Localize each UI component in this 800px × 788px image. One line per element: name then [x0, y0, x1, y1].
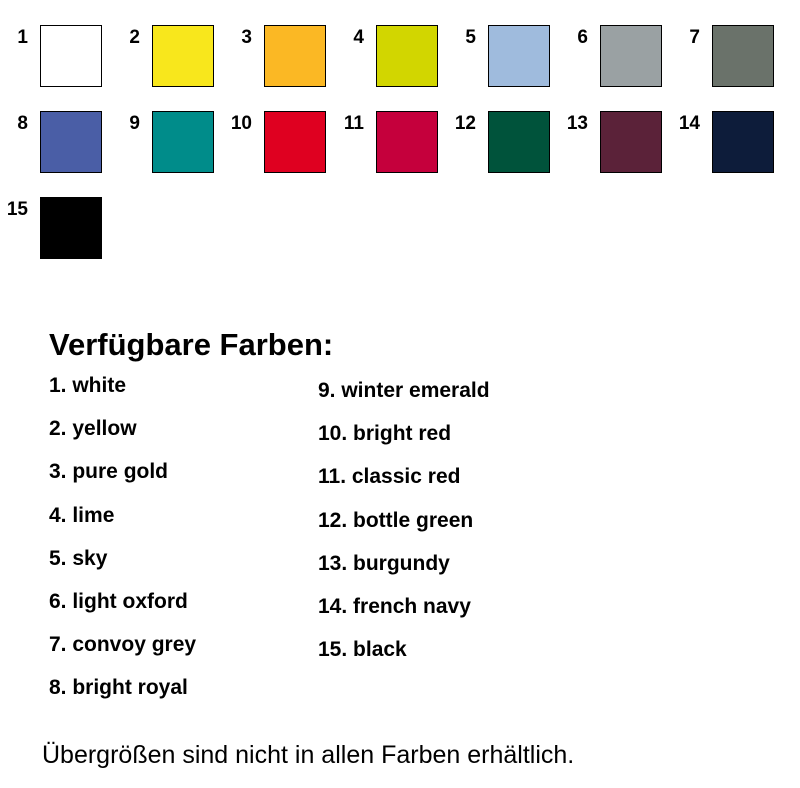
swatch-box	[152, 111, 214, 173]
swatch-box	[712, 25, 774, 87]
swatch-number: 15	[6, 199, 28, 220]
swatch-number: 5	[465, 27, 476, 48]
swatch-box	[264, 111, 326, 173]
color-list-item: 1. white	[49, 374, 127, 397]
swatch-number: 12	[454, 113, 476, 134]
color-swatch	[438, 111, 550, 175]
color-swatch	[662, 25, 774, 89]
swatch-box	[600, 25, 662, 87]
swatch-number: 8	[17, 113, 28, 134]
swatch-number: 4	[353, 27, 364, 48]
color-swatch	[438, 25, 550, 89]
swatch-number: 10	[230, 113, 252, 134]
color-swatch	[0, 111, 102, 175]
color-list-item: 7. convoy grey	[49, 633, 197, 657]
availability-note: Übergrößen sind nicht in allen Farben erhältlich.	[42, 741, 575, 769]
swatch-box	[488, 25, 550, 87]
color-list-item: 4. lime	[49, 503, 115, 527]
color-swatch	[662, 111, 774, 175]
color-list-item: 12. bottle green	[318, 508, 474, 532]
swatch-box	[376, 25, 438, 87]
color-swatch	[102, 25, 214, 89]
color-list-item: 10. bright red	[318, 422, 452, 446]
swatch-box	[40, 111, 102, 173]
color-list-right	[318, 377, 490, 679]
swatch-box	[488, 111, 550, 173]
swatch-box	[152, 25, 214, 87]
swatch-number: 3	[241, 27, 252, 48]
color-list-item: 13. burgundy	[318, 551, 450, 575]
color-swatch	[102, 111, 214, 175]
color-swatch	[0, 25, 102, 89]
swatch-number: 13	[566, 113, 588, 134]
color-list-item: 11. classic red	[318, 465, 461, 489]
swatch-box	[264, 25, 326, 87]
swatch-number: 9	[129, 113, 140, 134]
color-swatch-grid	[0, 0, 800, 270]
color-swatch	[326, 111, 438, 175]
color-swatch	[0, 197, 102, 261]
swatch-box	[712, 111, 774, 173]
swatch-number: 14	[678, 113, 700, 134]
swatch-box	[600, 111, 662, 173]
color-swatch	[214, 25, 326, 89]
swatch-number: 6	[577, 27, 588, 48]
color-list-item: 8. bright royal	[49, 676, 188, 700]
color-list-item: 14. french navy	[318, 594, 471, 618]
page-title: Verfügbare Farben:	[49, 327, 334, 362]
color-list-item: 5. sky	[49, 546, 108, 570]
swatch-box	[376, 111, 438, 173]
swatch-number: 1	[17, 27, 28, 48]
swatch-box	[40, 25, 102, 87]
color-list-left	[49, 372, 196, 718]
color-swatch	[326, 25, 438, 89]
swatch-box	[40, 197, 102, 259]
color-list-item: 2. yellow	[49, 417, 137, 441]
color-list-item: 3. pure gold	[49, 460, 169, 484]
color-swatch	[550, 25, 662, 89]
color-list-item: 9. winter emerald	[318, 379, 490, 402]
color-swatch	[550, 111, 662, 175]
swatch-number: 11	[343, 113, 364, 134]
color-list-item: 15. black	[318, 638, 407, 662]
swatch-number: 7	[689, 27, 700, 48]
color-list-item: 6. light oxford	[49, 589, 188, 613]
color-swatch	[214, 111, 326, 175]
swatch-number: 2	[129, 27, 140, 48]
